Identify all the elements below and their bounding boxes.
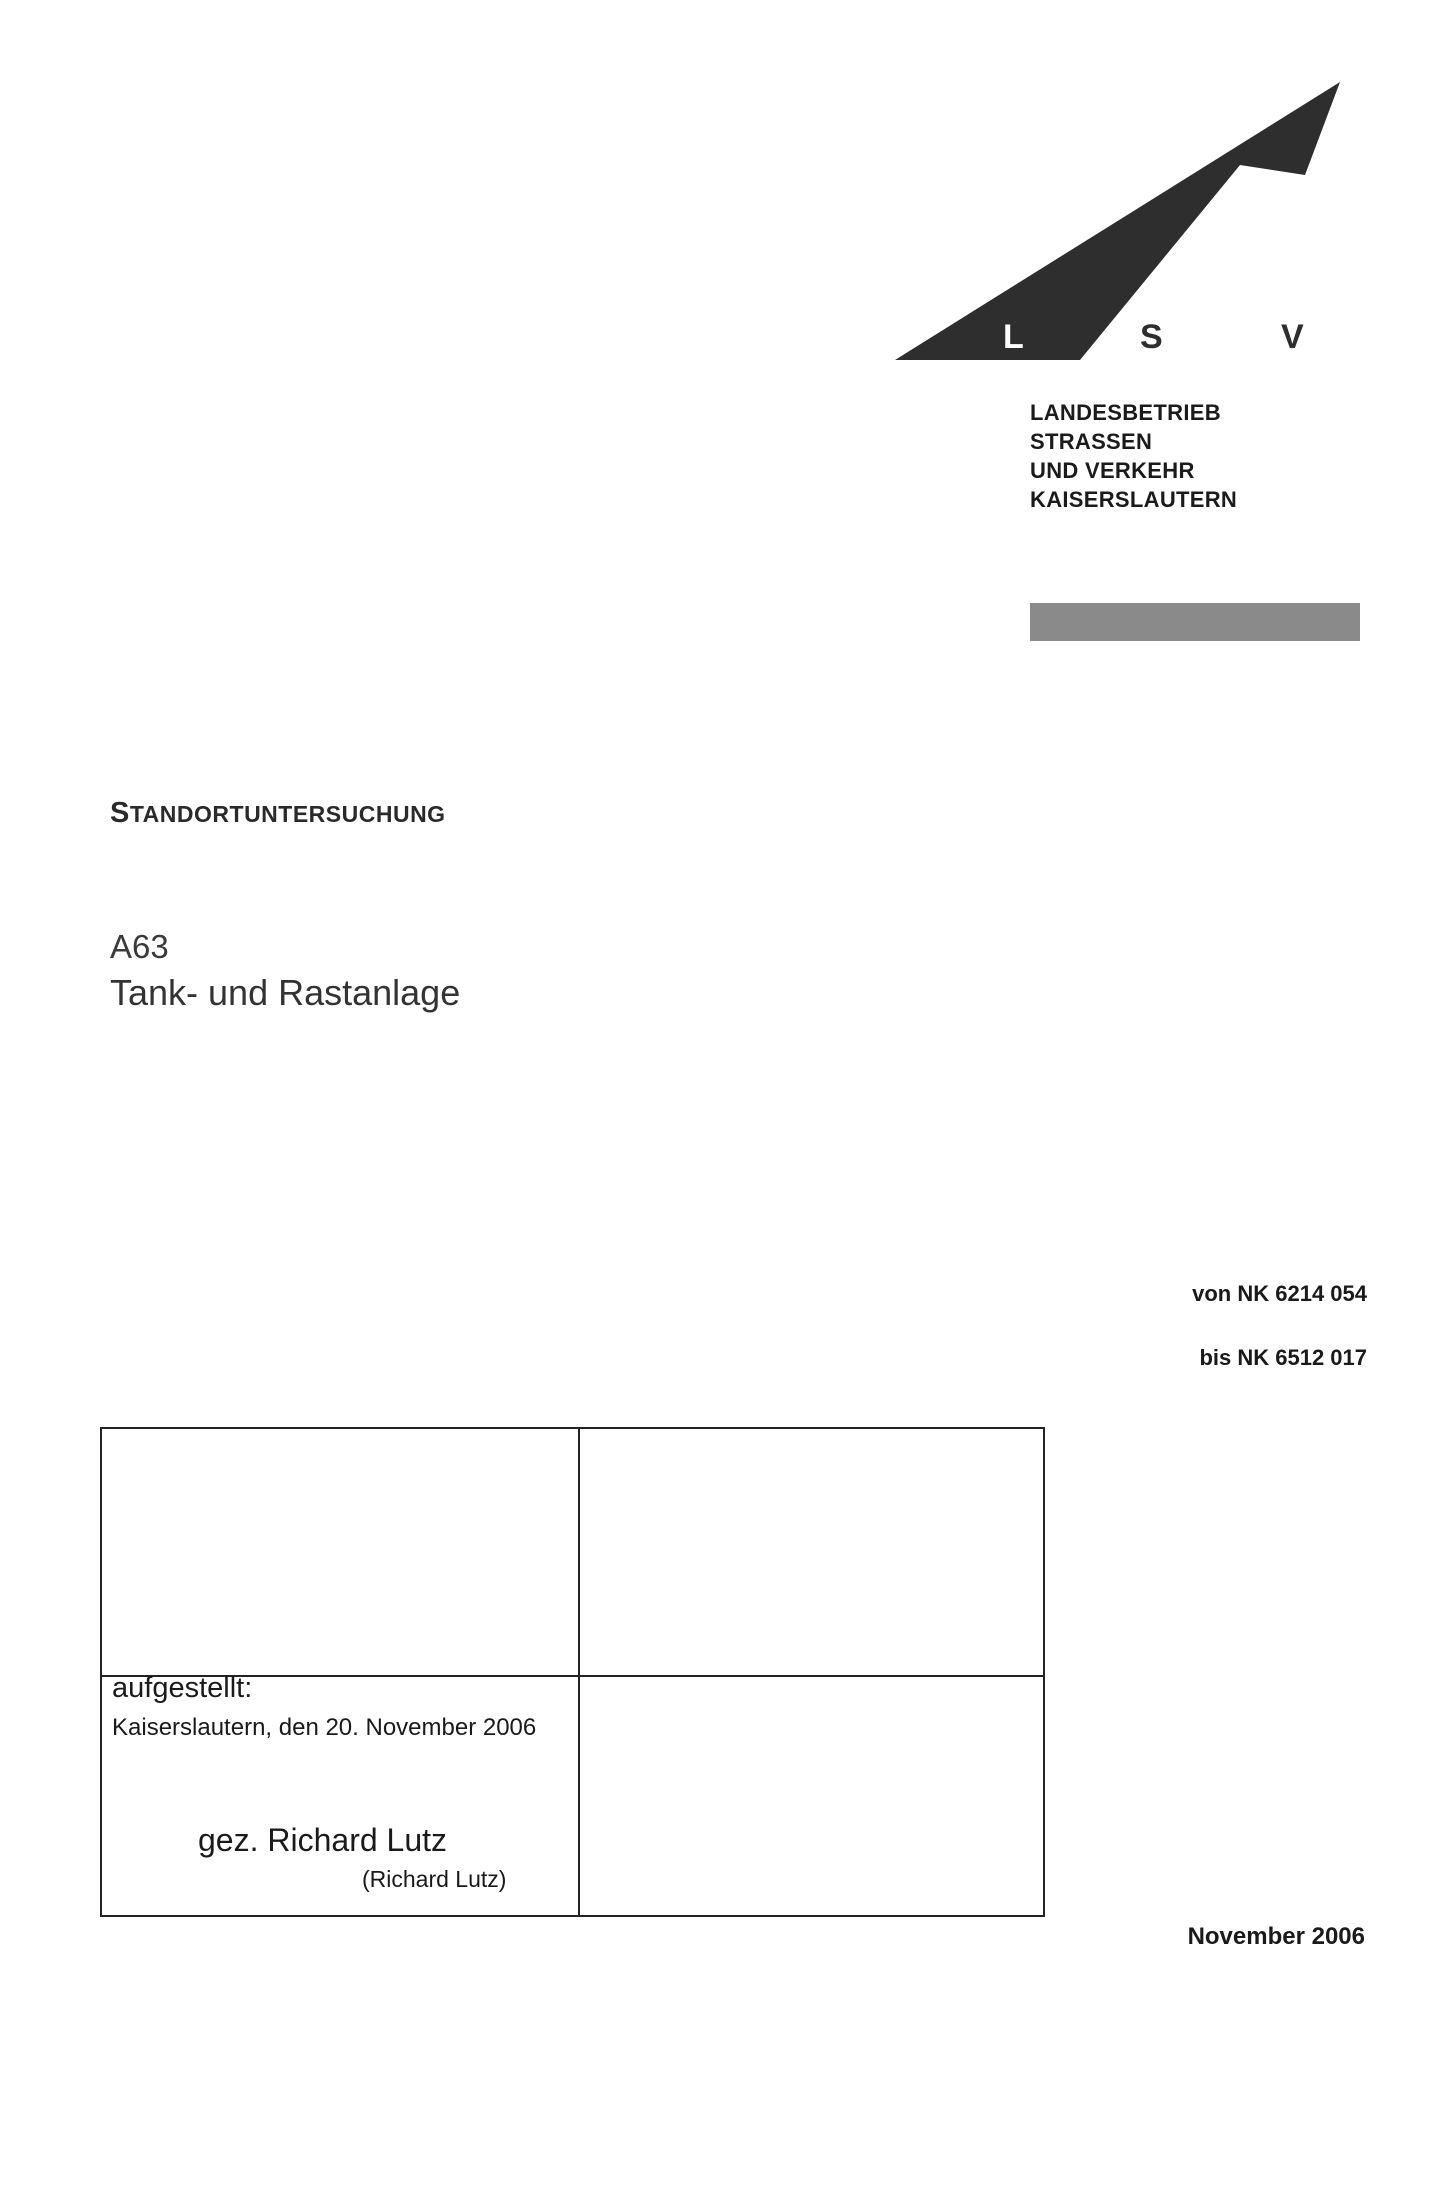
prepared-label: aufgestellt:	[112, 1672, 253, 1704]
signed-by: gez. Richard Lutz	[198, 1822, 448, 1858]
document-title	[110, 797, 446, 830]
title-initial: S	[110, 797, 130, 829]
document-date: November 2006	[1187, 1923, 1365, 1950]
lsv-logo	[895, 80, 1355, 370]
place-date: Kaiserslautern, den 20. November 2006	[112, 1714, 537, 1741]
range-to: bis NK 6512 017	[1199, 1345, 1367, 1370]
road-identifier: A63	[110, 928, 169, 965]
printed-name: (Richard Lutz)	[362, 1866, 507, 1892]
signature-box-divider-vertical	[578, 1427, 580, 1917]
organization-line: LANDESBETRIEB	[1030, 400, 1221, 425]
logo-letter-l: L	[1003, 318, 1024, 356]
title-rest: TANDORTUNTERSUCHUNG	[129, 801, 446, 827]
organization-line: UND VERKEHR	[1030, 458, 1195, 483]
range-from: von NK 6214 054	[1192, 1281, 1367, 1306]
facility-name: Tank- und Rastanlage	[110, 972, 461, 1013]
logo-letter-v: V	[1281, 318, 1304, 356]
logo-letter-s: S	[1140, 318, 1163, 356]
organization-line: KAISERSLAUTERN	[1030, 487, 1238, 512]
organization-line: STRASSEN	[1030, 429, 1153, 454]
arrow-mark	[895, 82, 1340, 360]
arrow-logo-icon	[895, 80, 1355, 370]
organization-name	[1030, 398, 1237, 514]
accent-bar	[1030, 603, 1360, 641]
